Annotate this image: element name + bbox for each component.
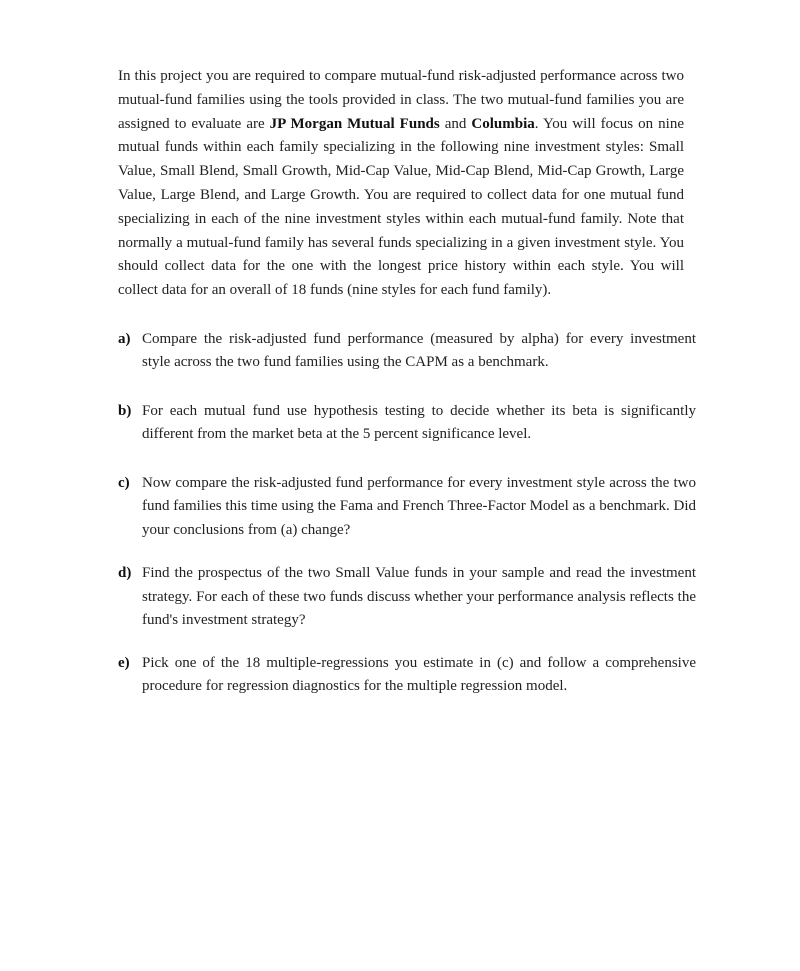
question-letter: a) — [118, 330, 131, 347]
question-a — [118, 328, 696, 375]
intro-paragraph — [118, 65, 684, 303]
fund-family-jp-morgan: JP Morgan Mutual Funds — [269, 115, 440, 132]
question-letter: d) — [118, 565, 132, 582]
fund-family-columbia: Columbia — [471, 115, 535, 132]
question-text: Now compare the risk-adjusted fund performance for every investment style across the two fund families this time using the Fama and French Three-Factor Model as a benchmark. Did your conclusions from (a) change? — [142, 474, 696, 538]
intro-text-part2: . You will focus on nine mutual funds within each family specializing in the following nine investment styles: Small Value, Small Blend, Small Growth, Mid-Cap Value, Mid-Cap Blend, Mid-Cap Growth, Large Value, Large Blend, and Large Growth. You are required to collect data for one mutual fund specializing in each of the nine investment styles within each mutual-fund family. Note that normally a mutual-fund family has several funds specializing in a given investment style. You should collect data for the one with the longest price history within each style. You will collect data for an overall of 18 funds (nine styles for each fund family). — [118, 115, 684, 299]
document-page — [118, 65, 696, 699]
intro-connector: and — [439, 115, 472, 132]
question-c — [118, 472, 696, 543]
question-letter: c) — [118, 474, 130, 491]
question-text: Pick one of the 18 multiple-regressions you estimate in (c) and follow a comprehensive procedure for regression diagnostics for the multiple regression model. — [142, 654, 696, 695]
question-e — [118, 652, 696, 699]
question-list — [118, 328, 696, 699]
question-text: Compare the risk-adjusted fund performance (measured by alpha) for every investment style across the two fund families using the CAPM as a benchmark. — [142, 330, 696, 371]
question-letter: b) — [118, 402, 132, 419]
question-b — [118, 400, 696, 447]
question-d — [118, 562, 696, 633]
question-letter: e) — [118, 654, 130, 671]
intro-text-part1: In this project you are required to compare mutual-fund risk-adjusted performance across two mutual-fund families using the tools provided in class. The two mutual-fund families you are assigned to evaluate are — [118, 68, 684, 132]
question-text: Find the prospectus of the two Small Value funds in your sample and read the investment strategy. For each of these two funds discuss whether your performance analysis reflects the fund's investment strategy? — [142, 565, 696, 629]
question-text: For each mutual fund use hypothesis testing to decide whether its beta is significantly different from the market beta at the 5 percent significance level. — [142, 402, 696, 443]
